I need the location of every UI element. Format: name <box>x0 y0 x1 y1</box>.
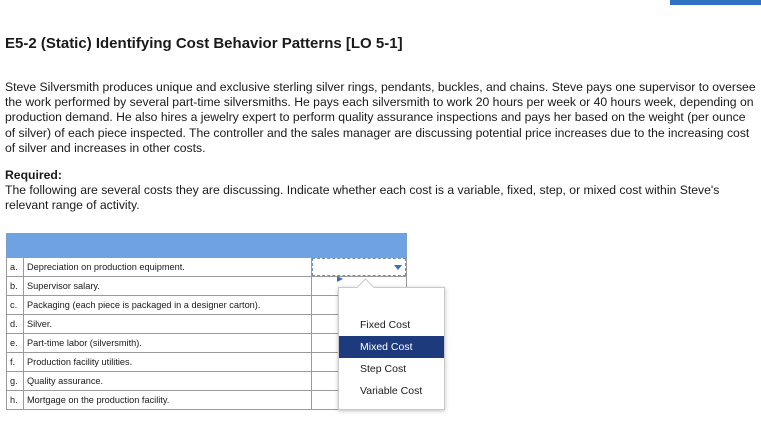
cost-type-dropdown[interactable] <box>338 287 445 410</box>
header-answer-cell <box>312 234 407 258</box>
row-description: Supervisor salary. <box>24 277 312 296</box>
row-description: Depreciation on production equipment. <box>24 258 312 277</box>
row-pointer-icon <box>337 276 343 282</box>
row-letter: d. <box>7 315 24 334</box>
row-letter: c. <box>7 296 24 315</box>
row-description: Packaging (each piece is packaged in a designer carton). <box>24 296 312 315</box>
header-description-cell <box>24 234 312 258</box>
option-mixed-cost[interactable]: Mixed Cost <box>339 336 444 358</box>
row-letter: a. <box>7 258 24 277</box>
row-letter: b. <box>7 277 24 296</box>
table-row <box>7 258 407 277</box>
header-letter-cell <box>7 234 24 258</box>
chevron-down-icon[interactable] <box>394 265 402 270</box>
row-letter: h. <box>7 391 24 410</box>
required-label: Required: <box>5 168 62 182</box>
table-header-row <box>7 234 407 258</box>
row-description: Mortgage on the production facility. <box>24 391 312 410</box>
cost-type-select[interactable] <box>312 258 407 277</box>
option-variable-cost[interactable]: Variable Cost <box>360 385 423 397</box>
option-step-cost[interactable]: Step Cost <box>360 363 407 375</box>
row-description: Quality assurance. <box>24 372 312 391</box>
row-description: Silver. <box>24 315 312 334</box>
dropdown-options <box>339 288 444 402</box>
row-description: Part-time labor (silversmith). <box>24 334 312 353</box>
row-description: Production facility utilities. <box>24 353 312 372</box>
select-box[interactable] <box>312 258 406 276</box>
row-letter: e. <box>7 334 24 353</box>
option-fixed-cost[interactable]: Fixed Cost <box>360 319 411 331</box>
problem-intro: Steve Silversmith produces unique and exclusive sterling silver rings, pendants, buckles, and chains. Steve pays one supervisor to oversee the work performed by several part-time silversmiths. He pays each silversmith to work 20 hours per week or 40 hours week, depending on production demand. He also hires a jewelry expert to perform quality assurance inspections and pays her based on the weight (per ounce of silver) of each piece inspected. The controller and the sales manager are discussing potential price increases due to the increasing cost of silver and increases in other costs. <box>5 80 756 155</box>
required-instructions: The following are several costs they are discussing. Indicate whether each cost is a variable, fixed, step, or mixed cost within Steve's relevant range of activity. <box>5 183 720 213</box>
top-action-bar[interactable] <box>670 0 761 5</box>
page-title: E5-2 (Static) Identifying Cost Behavior Patterns [LO 5-1] <box>5 35 403 52</box>
row-letter: g. <box>7 372 24 391</box>
row-letter: f. <box>7 353 24 372</box>
